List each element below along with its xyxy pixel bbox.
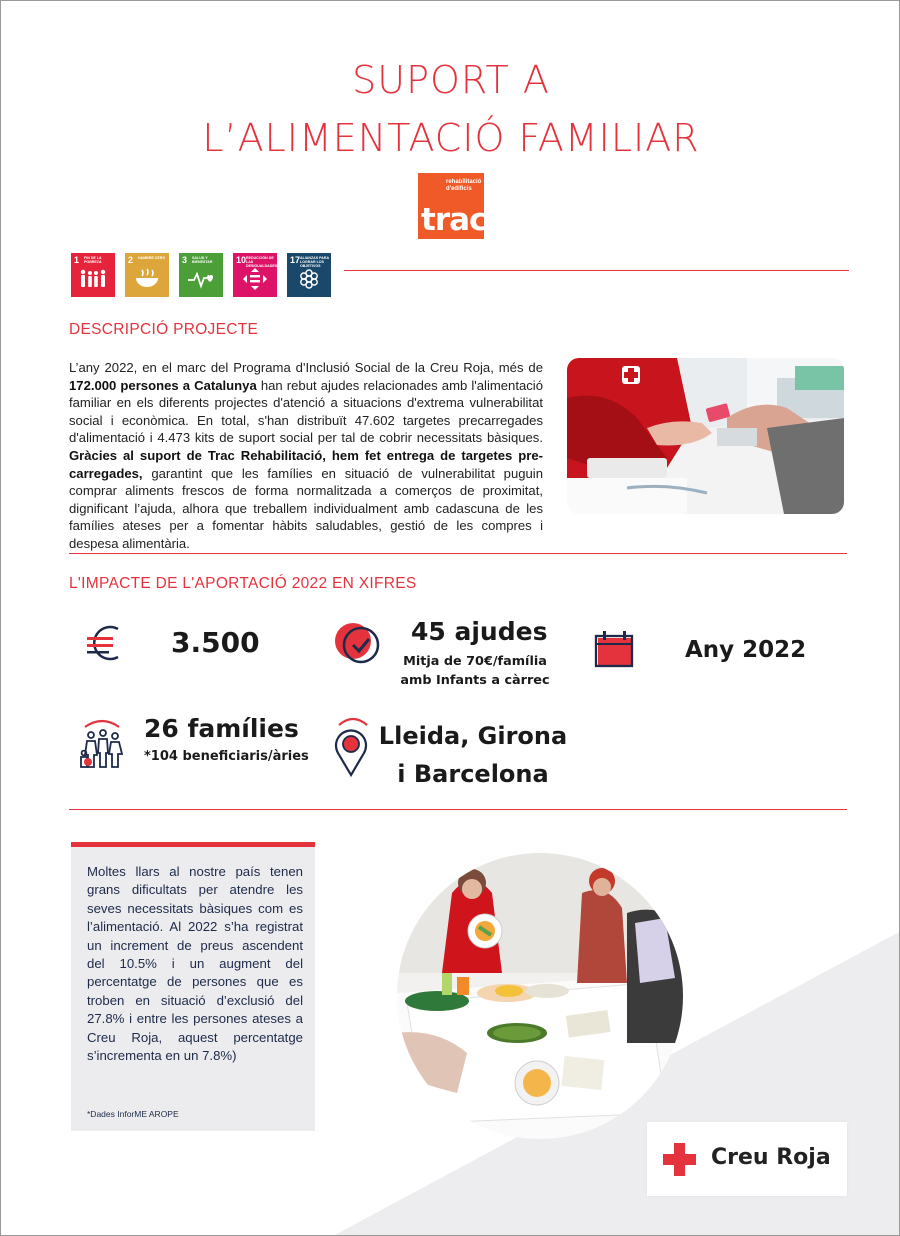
trac-logo-subtitle-2: d'edificis: [446, 186, 472, 192]
description-part-1: L’any 2022, en el marc del Programa d'Inclusió Social de la Creu Roja, més de: [69, 360, 543, 375]
ajudes-detail-1: Mitja de 70€/família: [403, 654, 547, 669]
location-line-2: i Barcelona: [397, 760, 549, 788]
trac-logo-subtitle-1: rehabilitació: [446, 179, 482, 185]
divider-top: [344, 270, 849, 271]
sdg-2-icon: [125, 253, 169, 297]
sdg-label: REDUCCIÓN DE LAS DESIGUALDADES: [246, 256, 278, 268]
creu-roja-logo-text: Creu Roja: [711, 1145, 831, 1170]
divider-middle: [69, 553, 847, 554]
description-bold-2: Gràcies al suport de Trac Rehabilitació, hem fet entrega de targetes pre-carregades,: [69, 447, 543, 481]
card-handover-photo: [567, 358, 844, 514]
beneficiaries-value: *104 beneficiaris/àries: [144, 749, 309, 764]
description-heading: DESCRIPCIÓ PROJECTE: [69, 321, 259, 338]
location-pin-icon: [333, 715, 373, 777]
sdg-label: FIN DE LA POBREZA: [84, 256, 102, 264]
family-icon: [79, 267, 107, 291]
ajudes-value: 45 ajudes: [411, 617, 548, 646]
equality-icon: [241, 267, 269, 291]
description-bold-1: 172.000 persones a Catalunya: [69, 377, 257, 393]
creu-roja-logo: [647, 1122, 847, 1196]
sdg-1-icon: [71, 253, 115, 297]
ajudes-detail-2: amb Infants a càrrec: [400, 673, 550, 688]
location-line-1: Lleida, Girona: [378, 722, 568, 750]
amount-value: 3.500: [171, 626, 260, 659]
trac-logo: [418, 173, 487, 239]
sdg-number: 3: [182, 255, 188, 265]
sdg-number: 2: [128, 255, 134, 265]
divider-bottom: [69, 809, 847, 810]
ajudes-detail: [399, 652, 551, 690]
euro-icon: [85, 621, 125, 665]
workshop-photo: [397, 853, 683, 1139]
sdg-10-icon: [233, 253, 277, 297]
sdg-label: ALIANZAS PARA LOGRAR LOS OBJETIVOS: [300, 256, 329, 268]
sdg-label: SALUD Y BIENESTAR: [192, 256, 213, 264]
context-box: [71, 842, 315, 1131]
sdg-number: 1: [74, 255, 80, 265]
check-circle-icon: [333, 621, 383, 667]
sdg-number: 17: [290, 255, 301, 265]
families-value: 26 famílies: [144, 714, 299, 743]
trac-logo-subtitle: [446, 179, 481, 193]
card-handover-illustration: [567, 358, 844, 514]
sdg-17-icon: [287, 253, 331, 297]
impact-heading: L'IMPACTE DE L'APORTACIÓ 2022 EN XIFRES: [69, 575, 417, 592]
title-line-1: SUPORT A: [352, 58, 550, 102]
sdg-label: HAMBRE CERO: [138, 256, 166, 260]
context-text: Moltes llars al nostre país tenen grans dificultats per atendre les seves necessitats bàsiques com es l’alimentació. Al 2022 s’ha registrat un increment de preus ascendent del 10.5% i un augment del percentatge de persones que es troben en situació d’exclusió del 27.8% i entre les persones ateses a Creu Roja, aquest percentatge s’incrementa en un 7.8%): [87, 864, 303, 1064]
context-source-note: *Dades InforME AROPE: [87, 1109, 179, 1119]
heartbeat-icon: [187, 267, 215, 291]
page-title: [1, 51, 900, 167]
flower-icon: [295, 267, 323, 291]
sdg-3-icon: [179, 253, 223, 297]
locations: [373, 717, 573, 793]
workshop-illustration: [397, 853, 683, 1139]
red-cross-icon: [663, 1143, 696, 1176]
description-text: [69, 359, 543, 553]
families-icon: [77, 717, 127, 771]
description-part-2: han rebut ajudes relacionades amb l'alimentació familiar en els diferents projectes d'atenció a situacions d'extrema vulnerabilitat social i econòmica. En total, s'han distribuït 47.602 targetes precarregades d'alimentació i 4.473 kits de suport social per tal de cobrir necessitats bàsiques.: [69, 377, 543, 446]
sdg-number: 10: [236, 255, 247, 265]
bowl-icon: [133, 267, 161, 291]
calendar-icon: [593, 629, 637, 671]
title-line-2: L’ALIMENTACIÓ FAMILIAR: [202, 116, 700, 160]
trac-logo-word: trac: [421, 202, 487, 238]
description-part-3: garantint que les famílies en situació de vulnerabilitat puguin comprar aliments frescos de forma normalitzada a comerços de proximitat, dignificant l’ajuda, alhora que treballem individualment amb cadascuna de les famílies ateses per a fomentar hàbits saludables, gestió de les compres i despesa alimentària.: [69, 465, 543, 551]
year-value: Any 2022: [685, 637, 807, 663]
